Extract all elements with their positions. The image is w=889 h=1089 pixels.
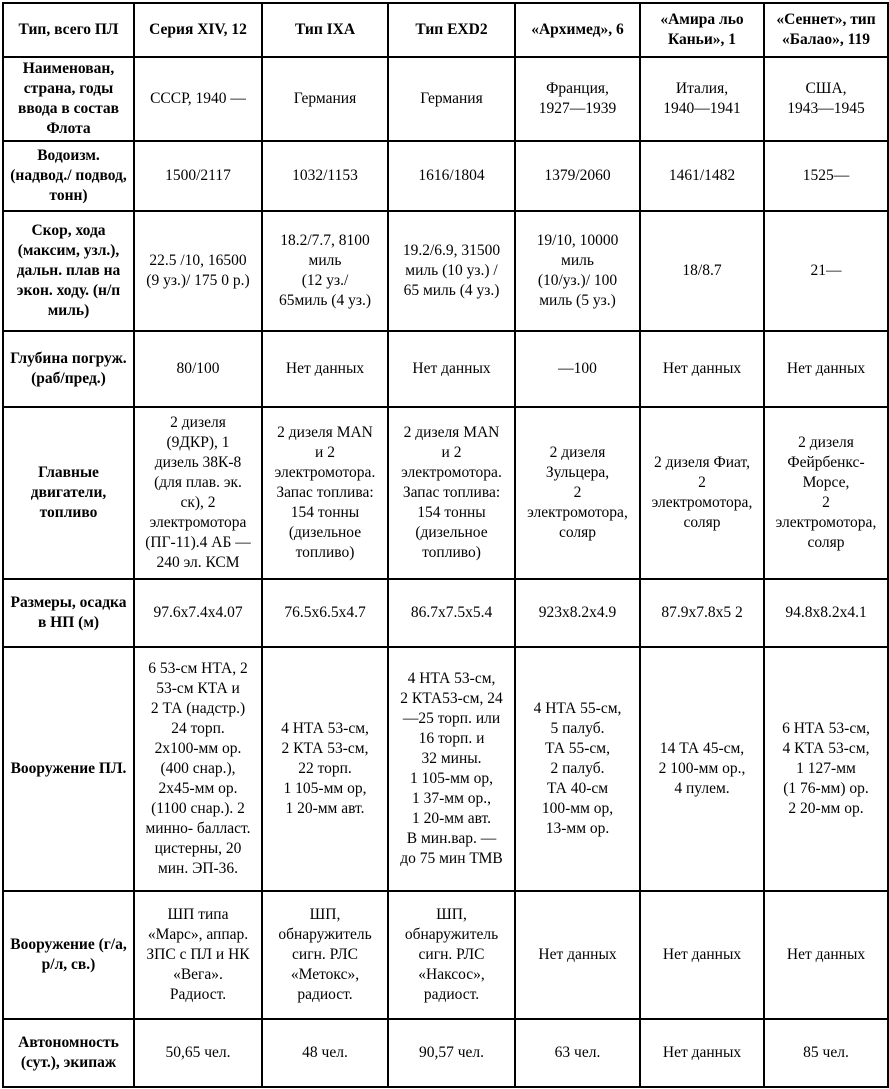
table-cell: 2 дизеля Фейрбенкс- Морсе, 2 электромотора, соляр: [764, 407, 888, 579]
table-cell: Нет данных: [262, 331, 388, 407]
table-cell: Нет данных: [764, 891, 888, 1019]
table-row: [3, 647, 888, 891]
table-cell: 50,65 чел.: [134, 1019, 262, 1087]
table-cell: 1379/2060: [515, 141, 640, 211]
row-header: Главные двигатели, топливо: [3, 407, 134, 579]
column-header: Тип IXA: [262, 3, 388, 57]
table-cell: Германия: [388, 57, 515, 141]
table-cell: 923x8.2x4.9: [515, 579, 640, 647]
table-cell: 76.5x6.5x4.7: [262, 579, 388, 647]
table-cell: 19/10, 10000 миль (10/уз.)/ 100 миль (5 уз.): [515, 211, 640, 331]
table-cell: ШП, обнаружитель сигн. РЛС «Метокс», радиост.: [262, 891, 388, 1019]
table-cell: США, 1943—1945: [764, 57, 888, 141]
column-header: «Амира льо Каньи», 1: [640, 3, 764, 57]
table-header-row: [3, 3, 888, 57]
table-row: [3, 407, 888, 579]
table-cell: 94.8x8.2x4.1: [764, 579, 888, 647]
table-cell: Нет данных: [640, 891, 764, 1019]
table-cell: 22.5 /10, 16500 (9 уз.)/ 175 0 р.): [134, 211, 262, 331]
column-header: Серия XIV, 12: [134, 3, 262, 57]
column-header: «Архимед», 6: [515, 3, 640, 57]
table-cell: 48 чел.: [262, 1019, 388, 1087]
table-cell: 19.2/6.9, 31500 миль (10 уз.) / 65 миль (4 уз.): [388, 211, 515, 331]
table-cell: 1525—: [764, 141, 888, 211]
table-cell: Германия: [262, 57, 388, 141]
table-cell: ШП, обнаружитель сигн. РЛС «Наксос», радиост.: [388, 891, 515, 1019]
table-cell: 90,57 чел.: [388, 1019, 515, 1087]
table-cell: Франция, 1927—1939: [515, 57, 640, 141]
table-cell: 2 дизеля MAN и 2 электромотора. Запас топлива: 154 тонны (дизельное топливо): [388, 407, 515, 579]
table-cell: 2 дизеля Зульцера, 2 электромотора, соляр: [515, 407, 640, 579]
table-cell: 87.9x7.8x5 2: [640, 579, 764, 647]
table-cell: 6 53-см НТА, 2 53-см КТА и 2 ТА (надстр.) 24 торп. 2x100-мм ор. (400 снар.), 2x45-мм ор. (1100 снар.). 2 минно- балласт. цистерны, 20 мин. ЭП-36.: [134, 647, 262, 891]
table-cell: Италия, 1940—1941: [640, 57, 764, 141]
table-cell: 85 чел.: [764, 1019, 888, 1087]
row-header: Скор, хода (максим, узл.), дальн. плав на экон. ходу. (н/п миль): [3, 211, 134, 331]
table-cell: Нет данных: [515, 891, 640, 1019]
row-header: Глубина погруж. (раб/пред.): [3, 331, 134, 407]
table-cell: 21—: [764, 211, 888, 331]
row-header: Водоизм. (надвод./ подвод, тонн): [3, 141, 134, 211]
table-cell: Нет данных: [388, 331, 515, 407]
table-row: [3, 331, 888, 407]
table-cell: ШП типа «Марс», аппар. ЗПС с ПЛ и НК «Вега». Радиост.: [134, 891, 262, 1019]
table-row: [3, 141, 888, 211]
table-cell: 14 ТА 45-см, 2 100-мм ор., 4 пулем.: [640, 647, 764, 891]
row-header: Вооружение ПЛ.: [3, 647, 134, 891]
table-cell: 4 НТА 55-см, 5 палуб. ТА 55-см, 2 палуб. ТА 40-см 100-мм ор, 13-мм ор.: [515, 647, 640, 891]
column-header: Тип EXD2: [388, 3, 515, 57]
row-header: Наименован, страна, годы ввода в состав Флота: [3, 57, 134, 141]
table-row: [3, 891, 888, 1019]
table-row: [3, 57, 888, 141]
table-cell: 4 НТА 53-см, 2 КТА53-см, 24 —25 торп. или 16 торп. и 32 мины. 1 105-мм ор, 1 37-мм ор., 1 20-мм авт. В мин.вар. — до 75 мин ТМВ: [388, 647, 515, 891]
table-cell: —100: [515, 331, 640, 407]
table-cell: 97.6x7.4x4.07: [134, 579, 262, 647]
table-cell: 6 НТА 53-см, 4 КТА 53-см, 1 127-мм (1 76-мм) ор. 2 20-мм ор.: [764, 647, 888, 891]
table-cell: 4 НТА 53-см, 2 КТА 53-см, 22 торп. 1 105-мм ор, 1 20-мм авт.: [262, 647, 388, 891]
table-cell: 2 дизеля MAN и 2 электромотора. Запас топлива: 154 тонны (дизельное топливо): [262, 407, 388, 579]
column-header: Тип, всего ПЛ: [3, 3, 134, 57]
row-header: Автономность (сут.), экипаж: [3, 1019, 134, 1087]
table-cell: 2 дизеля Фиат, 2 электромотора, соляр: [640, 407, 764, 579]
table-cell: 2 дизеля (9ДКР), 1 дизель 38К-8 (для плав. эк. ск), 2 электромотора (ПГ-11).4 АБ — 240 эл. КСМ: [134, 407, 262, 579]
table-cell: 18/8.7: [640, 211, 764, 331]
table-cell: 86.7x7.5x5.4: [388, 579, 515, 647]
table-cell: Нет данных: [640, 1019, 764, 1087]
submarine-comparison-table: [2, 2, 889, 1088]
table-cell: Нет данных: [764, 331, 888, 407]
table-cell: 1032/1153: [262, 141, 388, 211]
table-cell: Нет данных: [640, 331, 764, 407]
row-header: Размеры, осадка в НП (м): [3, 579, 134, 647]
table-cell: СССР, 1940 —: [134, 57, 262, 141]
table-cell: 1461/1482: [640, 141, 764, 211]
table-cell: 80/100: [134, 331, 262, 407]
table-row: [3, 1019, 888, 1087]
table-cell: 1616/1804: [388, 141, 515, 211]
column-header: «Сеннет», тип «Балао», 119: [764, 3, 888, 57]
row-header: Вооружение (г/а, р/л, св.): [3, 891, 134, 1019]
table-cell: 63 чел.: [515, 1019, 640, 1087]
table-cell: 18.2/7.7, 8100 миль (12 уз./ 65миль (4 уз.): [262, 211, 388, 331]
table-row: [3, 211, 888, 331]
table-cell: 1500/2117: [134, 141, 262, 211]
table-row: [3, 579, 888, 647]
